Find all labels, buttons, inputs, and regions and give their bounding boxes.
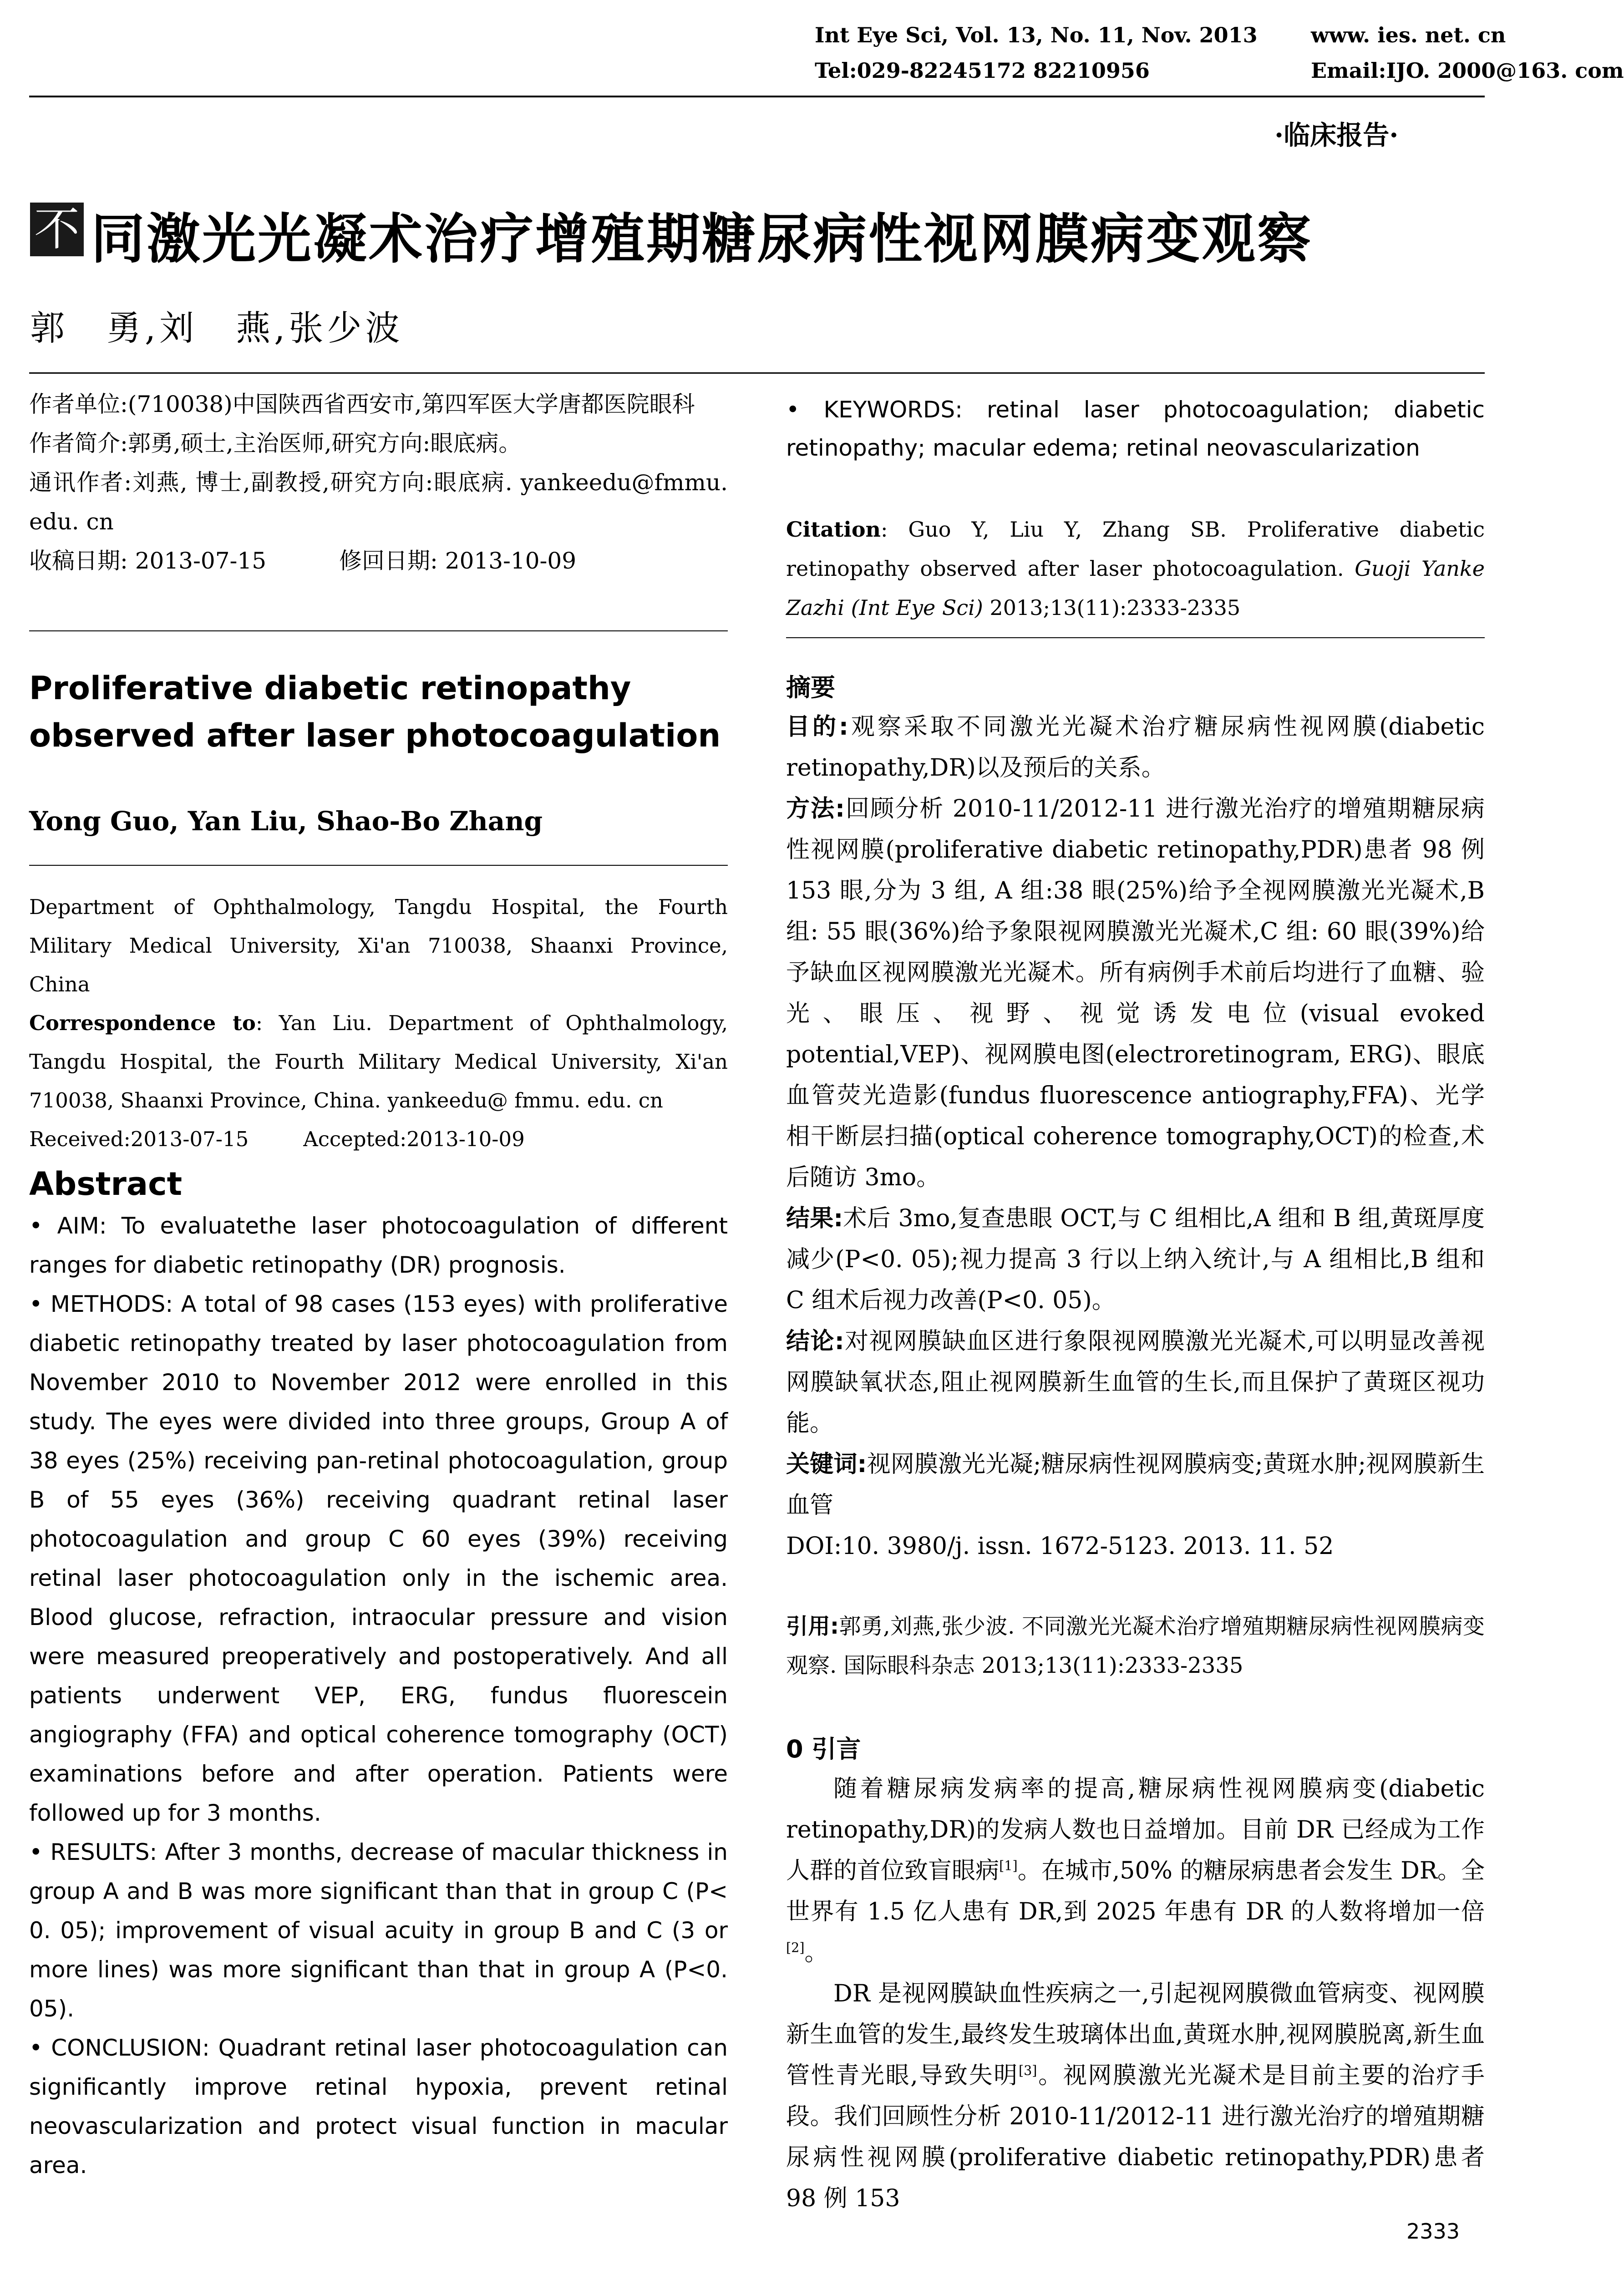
- keywords-text: 视网膜激光光凝;糖尿病性视网膜病变;黄斑水肿;视网膜新生血管: [786, 1451, 1485, 1519]
- methods-text: 回顾分析 2010-11/2012-11 进行激光治疗的增殖期糖尿病性视网膜(proliferative diabetic retinopathy,PDR)患者 98 例 153 眼,分为 3 组, A 组:38 眼(25%)给予全视网膜激光光凝术,B 组: 55 眼(36%)给予象限视网膜激光光凝术,C 组: 60 眼(39%)给予缺血区视网膜激光光凝术。所有病例手术前后均进行了血糖、验光、眼压、视野、视觉诱发电位(visual evoked potential,VEP)、视网膜电图(electroretinogram, ERG)、眼底血管荧光造影(fundus fluorescence antiography,FFA)、光学相干断层扫描(optical coherence tomography,OCT)的检查,术后随访 3mo。: [786, 795, 1485, 1191]
- page-number: 2333: [1406, 2219, 1460, 2244]
- introduction-heading: 0 引言: [786, 1735, 861, 1763]
- introduction-body: [786, 1768, 1485, 2219]
- journal-info: [815, 23, 1506, 47]
- abstract-results: • RESULTS: After 3 months, decrease of macular thickness in group A and B was more significant than that in group C (P< 0. 05); improvement of visual acuity in group B and C (3 or more lines) was more significant than that in group A (P<0. 05).: [29, 1839, 728, 2022]
- abstract-cn-conclusion: [786, 1321, 1485, 1444]
- intro-p1-a: 随着糖尿病发病率的提高,糖尿病性视网膜病变(diabetic retinopathy,DR)的发病人数也日益增加。目前 DR 已经成为工作人群的首位致盲眼病: [786, 1775, 1485, 1884]
- journal-tel: Tel:029-82245172 82210956: [815, 58, 1150, 83]
- received-dates-cn: [29, 541, 728, 580]
- citation-journal: Guoji Yanke Zazhi (Int Eye Sci): [786, 556, 1485, 620]
- header-rule: [29, 96, 1485, 97]
- abstract-heading: Abstract: [29, 1165, 183, 1203]
- title-en: Proliferative diabetic retinopathy observed after laser photocoagulation: [29, 670, 721, 754]
- journal-website[interactable]: www. ies. net. cn: [1311, 23, 1506, 47]
- abstract-aim: • AIM: To evaluatethe laser photocoagulation of different ranges for diabetic retinopathy (DR) prognosis.: [29, 1213, 728, 1278]
- title-rule: [29, 372, 1485, 374]
- journal-email[interactable]: Email:IJO. 2000@163. com: [1311, 58, 1624, 83]
- abstract-cn-results: [786, 1198, 1485, 1321]
- methods-label: 方法:: [786, 795, 845, 823]
- correspondence-en: [29, 1004, 728, 1120]
- revised-date-cn: 修回日期: 2013-10-09: [339, 548, 577, 574]
- intro-p2-b: 。视网膜激光光凝术是目前主要的治疗手段。我们回顾性分析 2010-11/2012-11 进行激光治疗的增殖期糖尿病性视网膜(proliferative diabetic retinopathy,PDR)患者 98 例 153: [786, 2062, 1485, 2212]
- results-text: 术后 3mo,复查患眼 OCT,与 C 组相比,A 组和 B 组,黄斑厚度减少(P<0. 05);视力提高 3 行以上纳入统计,与 A 组相比,B 组和 C 组术后视力改善(P<0. 05)。: [786, 1205, 1485, 1314]
- author-bio: 作者简介:郭勇,硕士,主治医师,研究方向:眼底病。: [29, 430, 522, 457]
- correspondence-label: Correspondence to: [29, 1011, 256, 1035]
- received-date-en: Received:2013-07-15: [29, 1127, 249, 1151]
- introduction-paragraph-2: [786, 1973, 1485, 2219]
- citation-cn-text: 郭勇,刘燕,张少波. 不同激光光凝术治疗增殖期糖尿病性视网膜病变观察. 国际眼科杂志 2013;13(11):2333-2335: [786, 1614, 1485, 1678]
- intro-p1-b: 。在城市,50% 的糖尿病患者会发生 DR。全世界有 1.5 亿人患有 DR,到 2025 年患有 DR 的人数将增加一倍: [786, 1857, 1485, 1925]
- authors-en: Yong Guo, Yan Liu, Shao-Bo Zhang: [29, 806, 543, 837]
- correspondence-text: : Yan Liu. Department of Ophthalmology, Tangdu Hospital, the Fourth Military Medical University, Xi'an 710038, Shaanxi Province, China. yankeedu@ fmmu. edu. cn: [29, 1011, 728, 1112]
- results-label: 结果:: [786, 1205, 843, 1232]
- doi: DOI:10. 3980/j. issn. 1672-5123. 2013. 11. 52: [786, 1533, 1334, 1560]
- conclusion-text: 对视网膜缺血区进行象限视网膜激光光凝术,可以明显改善视网膜缺氧状态,阻止视网膜新生血管的生长,而且保护了黄斑区视功能。: [786, 1328, 1485, 1437]
- department-en: Department of Ophthalmology, Tangdu Hospital, the Fourth Military Medical University, Xi'an 710038, Shaanxi Province, China: [29, 895, 728, 996]
- citation-rule: [786, 637, 1485, 638]
- citation-label: Citation: [786, 517, 881, 542]
- received-dates-en: [29, 1120, 728, 1158]
- journal-contact: [815, 58, 1624, 83]
- abstract-cn-aim: [786, 706, 1485, 788]
- aim-text: 观察采取不同激光光凝术治疗糖尿病性视网膜(diabetic retinopathy,DR)以及预后的关系。: [786, 713, 1485, 782]
- keywords-label: 关键词:: [786, 1451, 867, 1478]
- conclusion-label: 结论:: [786, 1328, 844, 1355]
- abstract-methods: • METHODS: A total of 98 cases (153 eyes) with proliferative diabetic retinopathy treated by laser photocoagulation from November 2010 to November 2012 were enrolled in this study. The eyes were divided into three groups, Group A of 38 eyes (25%) receiving pan-retinal photocoagulation, group B of 55 eyes (36%) receiving quadrant retinal laser photocoagulation and group C 60 eyes (39%) receiving retinal laser photocoagulation only in the ischemic area. Blood glucose, refraction, intraocular pressure and vision were measured preoperatively and postoperatively. And all patients underwent VEP, ERG, fundus fluorescein angiography (FFA) and optical coherence tomography (OCT) examinations before and after operation. Patients were followed up for 3 months.: [29, 1291, 728, 1826]
- authors-cn: 郭 勇,刘 燕,张少波: [30, 308, 404, 348]
- journal-volume: Int Eye Sci, Vol. 13, No. 11, Nov. 2013: [815, 23, 1258, 47]
- abstract-cn: [786, 706, 1485, 1567]
- affiliation-en: [29, 888, 728, 1158]
- authors-rule: [29, 865, 728, 866]
- citation-ref-3[interactable]: [3]: [1018, 2062, 1037, 2078]
- citation-cn: [786, 1607, 1485, 1685]
- abstract-en: [29, 1206, 728, 2185]
- intro-p2-a: DR 是视网膜缺血性疾病之一,引起视网膜微血管病变、视网膜新生血管的发生,最终发生玻璃体出血,黄斑水肿,视网膜脱离,新生血管性青光眼,导致失明: [786, 1980, 1485, 2089]
- citation-cn-label: 引用:: [786, 1614, 839, 1639]
- accepted-date-en: Accepted:2013-10-09: [303, 1127, 525, 1151]
- keywords-en: • KEYWORDS: retinal laser photocoagulation; diabetic retinopathy; macular edema; retinal neovascularization: [786, 396, 1485, 461]
- citation-en: [786, 510, 1485, 627]
- title-initial-box: 不: [30, 203, 84, 256]
- citation-ref-1[interactable]: [1]: [999, 1858, 1018, 1874]
- abstract-cn-keywords: [786, 1444, 1485, 1526]
- abstract-cn-heading: 摘要: [786, 673, 835, 702]
- author-unit: 作者单位:(710038)中国陕西省西安市,第四军医大学唐都医院眼科: [29, 391, 695, 417]
- citation-text: : Guo Y, Liu Y, Zhang SB. Proliferative diabetic retinopathy observed after laser photocoagulation.: [786, 517, 1485, 581]
- affiliation-rule: [29, 630, 728, 631]
- aim-label: 目的:: [786, 713, 848, 741]
- abstract-conclusion: • CONCLUSION: Quadrant retinal laser photocoagulation can significantly improve retinal hypoxia, prevent retinal neovascularization and protect visual function in macular area.: [29, 2035, 728, 2179]
- corresponding-author: 通讯作者:刘燕, 博士,副教授,研究方向:眼底病. yankeedu@fmmu. edu. cn: [29, 469, 728, 535]
- affiliation-cn: [29, 385, 728, 580]
- citation-ref-2[interactable]: [2]: [786, 1940, 805, 1955]
- received-date-cn: 收稿日期: 2013-07-15: [29, 548, 267, 574]
- intro-p1-c: 。: [804, 1939, 828, 1966]
- section-tag: ·临床报告·: [1274, 120, 1399, 151]
- page-title-cn: 同激光光凝术治疗增殖期糖尿病性视网膜病变观察: [91, 208, 1313, 270]
- abstract-cn-methods: [786, 788, 1485, 1198]
- citation-tail: 2013;13(11):2333-2335: [983, 595, 1241, 620]
- introduction-paragraph-1: [786, 1768, 1485, 1973]
